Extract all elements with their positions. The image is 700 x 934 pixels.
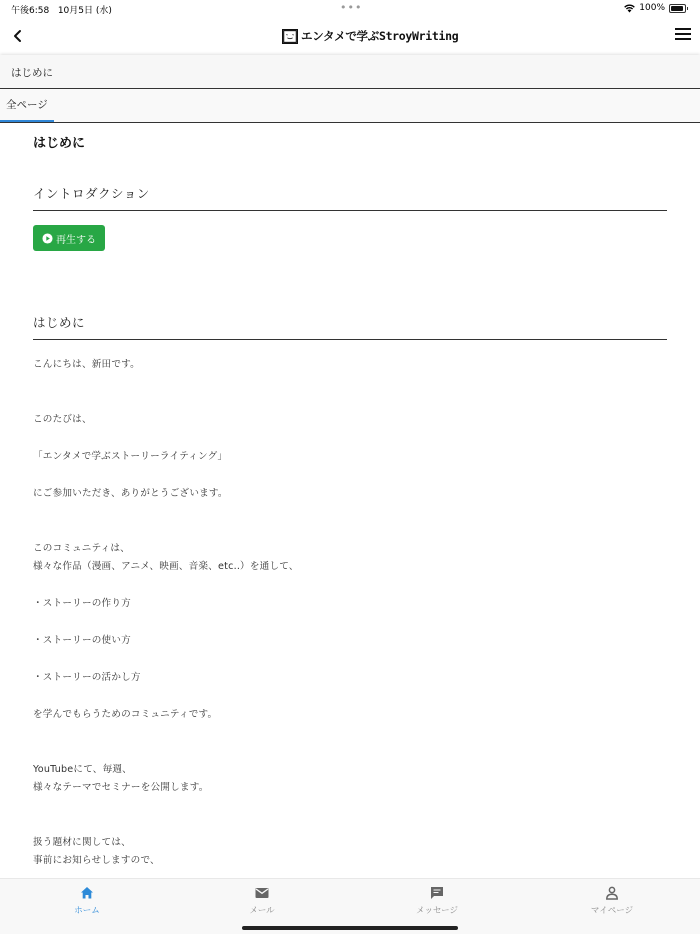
section-heading bbox=[33, 310, 667, 340]
wifi-icon bbox=[624, 4, 635, 13]
message-icon bbox=[429, 885, 445, 901]
page-title: はじめに bbox=[33, 136, 86, 151]
body-line: ・ストーリーの使い方 bbox=[33, 635, 131, 646]
person-icon bbox=[604, 885, 620, 901]
body-line: にご参加いただき、ありがとうございます。 bbox=[33, 488, 228, 499]
nav-item-home[interactable] bbox=[27, 885, 147, 916]
back-chevron-icon[interactable] bbox=[9, 27, 27, 45]
play-circle-icon bbox=[42, 233, 53, 244]
logo-face-icon bbox=[282, 29, 298, 44]
mail-icon bbox=[254, 885, 270, 901]
play-video-button[interactable] bbox=[33, 225, 105, 251]
status-bar bbox=[0, 0, 700, 18]
nav-label-home: ホーム bbox=[74, 906, 100, 916]
intro-heading-text: イントロダクション bbox=[33, 186, 150, 201]
body-line: 様々な作品（漫画、アニメ、映画、音楽、etc..）を通して、 bbox=[33, 561, 299, 572]
nav-label-message: メッセージ bbox=[416, 906, 458, 916]
body-line: このたびは、 bbox=[33, 414, 92, 425]
nav-item-message[interactable] bbox=[377, 885, 497, 916]
nav-item-mail[interactable] bbox=[202, 885, 322, 916]
status-time bbox=[11, 3, 112, 16]
tab-bar bbox=[0, 90, 700, 123]
status-time-value: 午後6:58 bbox=[11, 6, 50, 16]
body-line: YouTubeにて、毎週、 bbox=[33, 764, 132, 775]
intro-heading bbox=[33, 181, 667, 211]
battery-percent: 100% bbox=[639, 3, 665, 13]
bottom-nav bbox=[0, 878, 700, 934]
body-line: このコミュニティは、 bbox=[33, 543, 130, 554]
body-line: ・ストーリーの活かし方 bbox=[33, 672, 141, 683]
home-indicator[interactable] bbox=[242, 926, 458, 930]
logo-text: エンタメで学ぶStroyWriting bbox=[301, 29, 459, 43]
home-icon bbox=[79, 885, 95, 901]
body-line: 様々なテーマでセミナーを公開します。 bbox=[33, 782, 209, 793]
body-line: を学んでもらうためのコミュニティです。 bbox=[33, 709, 218, 720]
hamburger-menu-icon[interactable] bbox=[675, 28, 691, 42]
body-line: 「エンタメで学ぶストーリーライティング」 bbox=[33, 451, 228, 462]
body-line: 扱う題材に関しては、 bbox=[33, 837, 131, 848]
app-header bbox=[0, 18, 700, 54]
app-logo bbox=[282, 26, 458, 46]
body-line: ・ストーリーの作り方 bbox=[33, 598, 131, 609]
nav-label-mail: メール bbox=[249, 906, 275, 916]
body-line: こんにちは、新田です。 bbox=[33, 359, 140, 370]
breadcrumb[interactable]: はじめに bbox=[11, 67, 53, 79]
section-heading-text: はじめに bbox=[33, 315, 86, 330]
nav-item-mypage[interactable] bbox=[552, 885, 672, 916]
article-content bbox=[0, 123, 700, 878]
play-button-label: 再生する bbox=[56, 234, 96, 246]
breadcrumb-bar bbox=[0, 55, 700, 89]
multitasking-dots-icon[interactable]: ••• bbox=[340, 1, 363, 14]
battery-icon bbox=[669, 4, 686, 13]
status-date: 10月5日 (水) bbox=[57, 6, 112, 16]
body-line: 事前にお知らせしますので、 bbox=[33, 855, 160, 866]
status-indicators bbox=[624, 3, 688, 13]
nav-label-mypage: マイページ bbox=[590, 906, 634, 916]
tab-all-pages[interactable]: 全ページ bbox=[0, 97, 54, 122]
